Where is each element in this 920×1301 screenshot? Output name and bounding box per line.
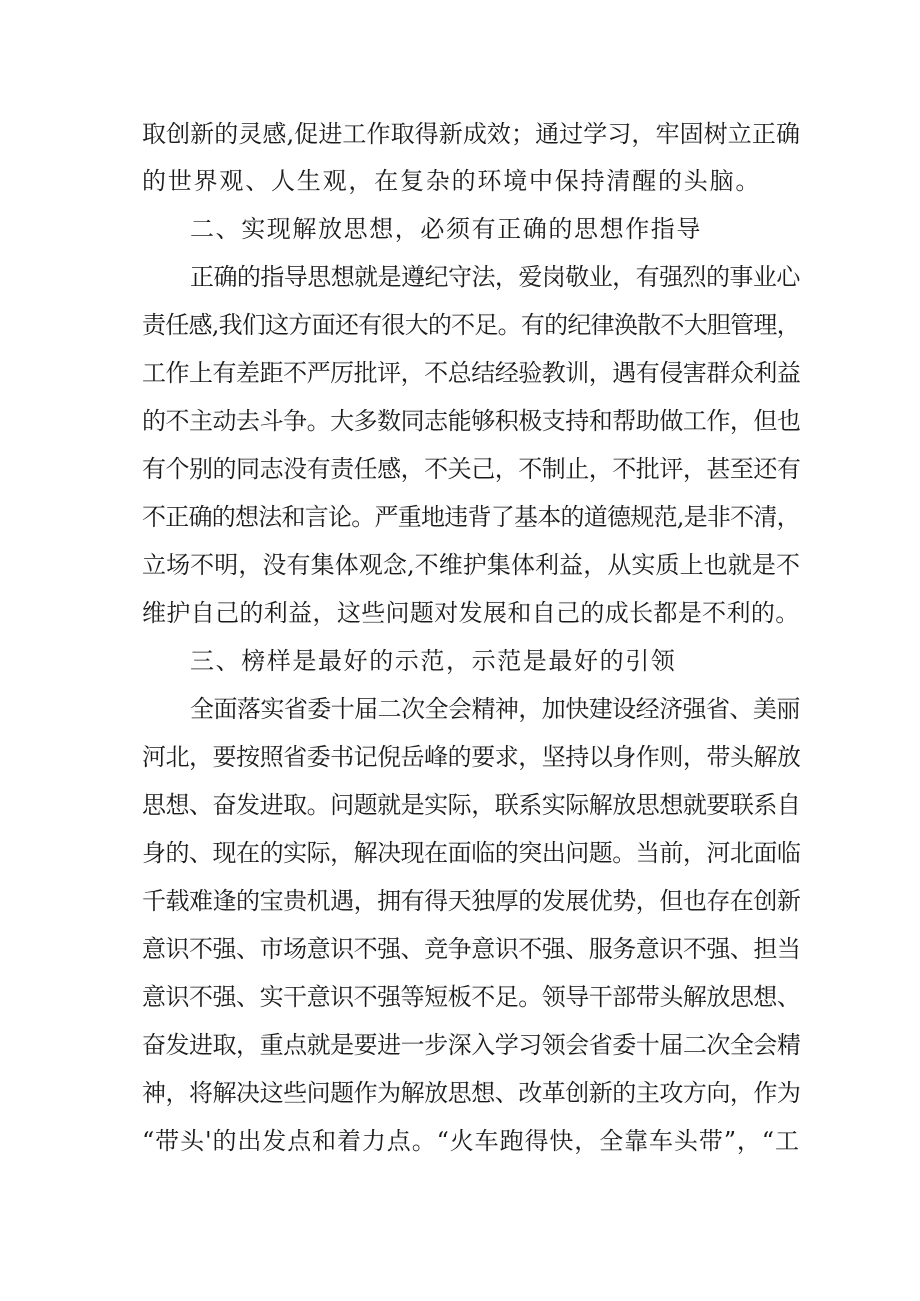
text-line: 取创新的灵感,促进工作取得新成效；通过学习，牢固树立正确 <box>142 120 801 148</box>
text-line: 意识不强、实干意识不强等短板不足。领导干部带头解放思想、 <box>142 983 801 1011</box>
text-line: 思想、奋发进取。问题就是实际，联系实际解放思想就要联系自 <box>142 791 801 819</box>
text-line: 责任感,我们这方面还有很大的不足。有的纪律涣散不大胆管理， <box>142 311 800 339</box>
paragraph-start: 全面落实省委十届二次全会精神，加快建设经济强省、美丽 <box>190 695 800 723</box>
text-line: 河北，要按照省委书记倪岳峰的要求，坚持以身作则，带头解放 <box>142 743 801 771</box>
text-line: “带头'的出发点和着力点。“火车跑得快，全靠车头带”，“工 <box>142 1127 800 1155</box>
paragraph-start: 正确的指导思想就是遵纪守法，爱岗敬业，有强烈的事业心 <box>190 263 800 291</box>
text-line: 工作上有差距不严厉批评，不总结经验教训，遇有侵害群众利益 <box>142 359 801 387</box>
text-line: 有个别的同志没有责任感，不关己，不制止，不批评，甚至还有 <box>142 455 801 483</box>
section-heading-3: 三、榜样是最好的示范，示范是最好的引领 <box>190 647 677 675</box>
text-line: 意识不强、市场意识不强、竞争意识不强、服务意识不强、担当 <box>142 935 801 963</box>
text-line: 立场不明，没有集体观念,不维护集体利益，从实质上也就是不 <box>142 551 801 579</box>
text-line: 千载难逢的宝贵机遇，拥有得天独厚的发展优势，但也存在创新 <box>142 887 801 915</box>
text-line: 的不主动去斗争。大多数同志能够积极支持和帮助做工作，但也 <box>142 407 801 435</box>
text-line: 神，将解决这些问题作为解放思想、改革创新的主攻方向，作为 <box>142 1079 801 1107</box>
text-line: 奋发进取，重点就是要进一步深入学习领会省委十届二次全会精 <box>142 1031 801 1059</box>
text-line: 身的、现在的实际，解决现在面临的突出问题。当前，河北面临 <box>142 839 801 867</box>
text-line: 不正确的想法和言论。严重地违背了基本的道德规范,是非不清， <box>142 503 800 531</box>
text-line: 维护自己的利益，这些问题对发展和自己的成长都是不利的。 <box>142 599 800 627</box>
text-line: 的世界观、人生观，在复杂的环境中保持清醒的头脑。 <box>142 167 762 195</box>
section-heading-2: 二、实现解放思想，必须有正确的思想作指导 <box>190 215 702 243</box>
